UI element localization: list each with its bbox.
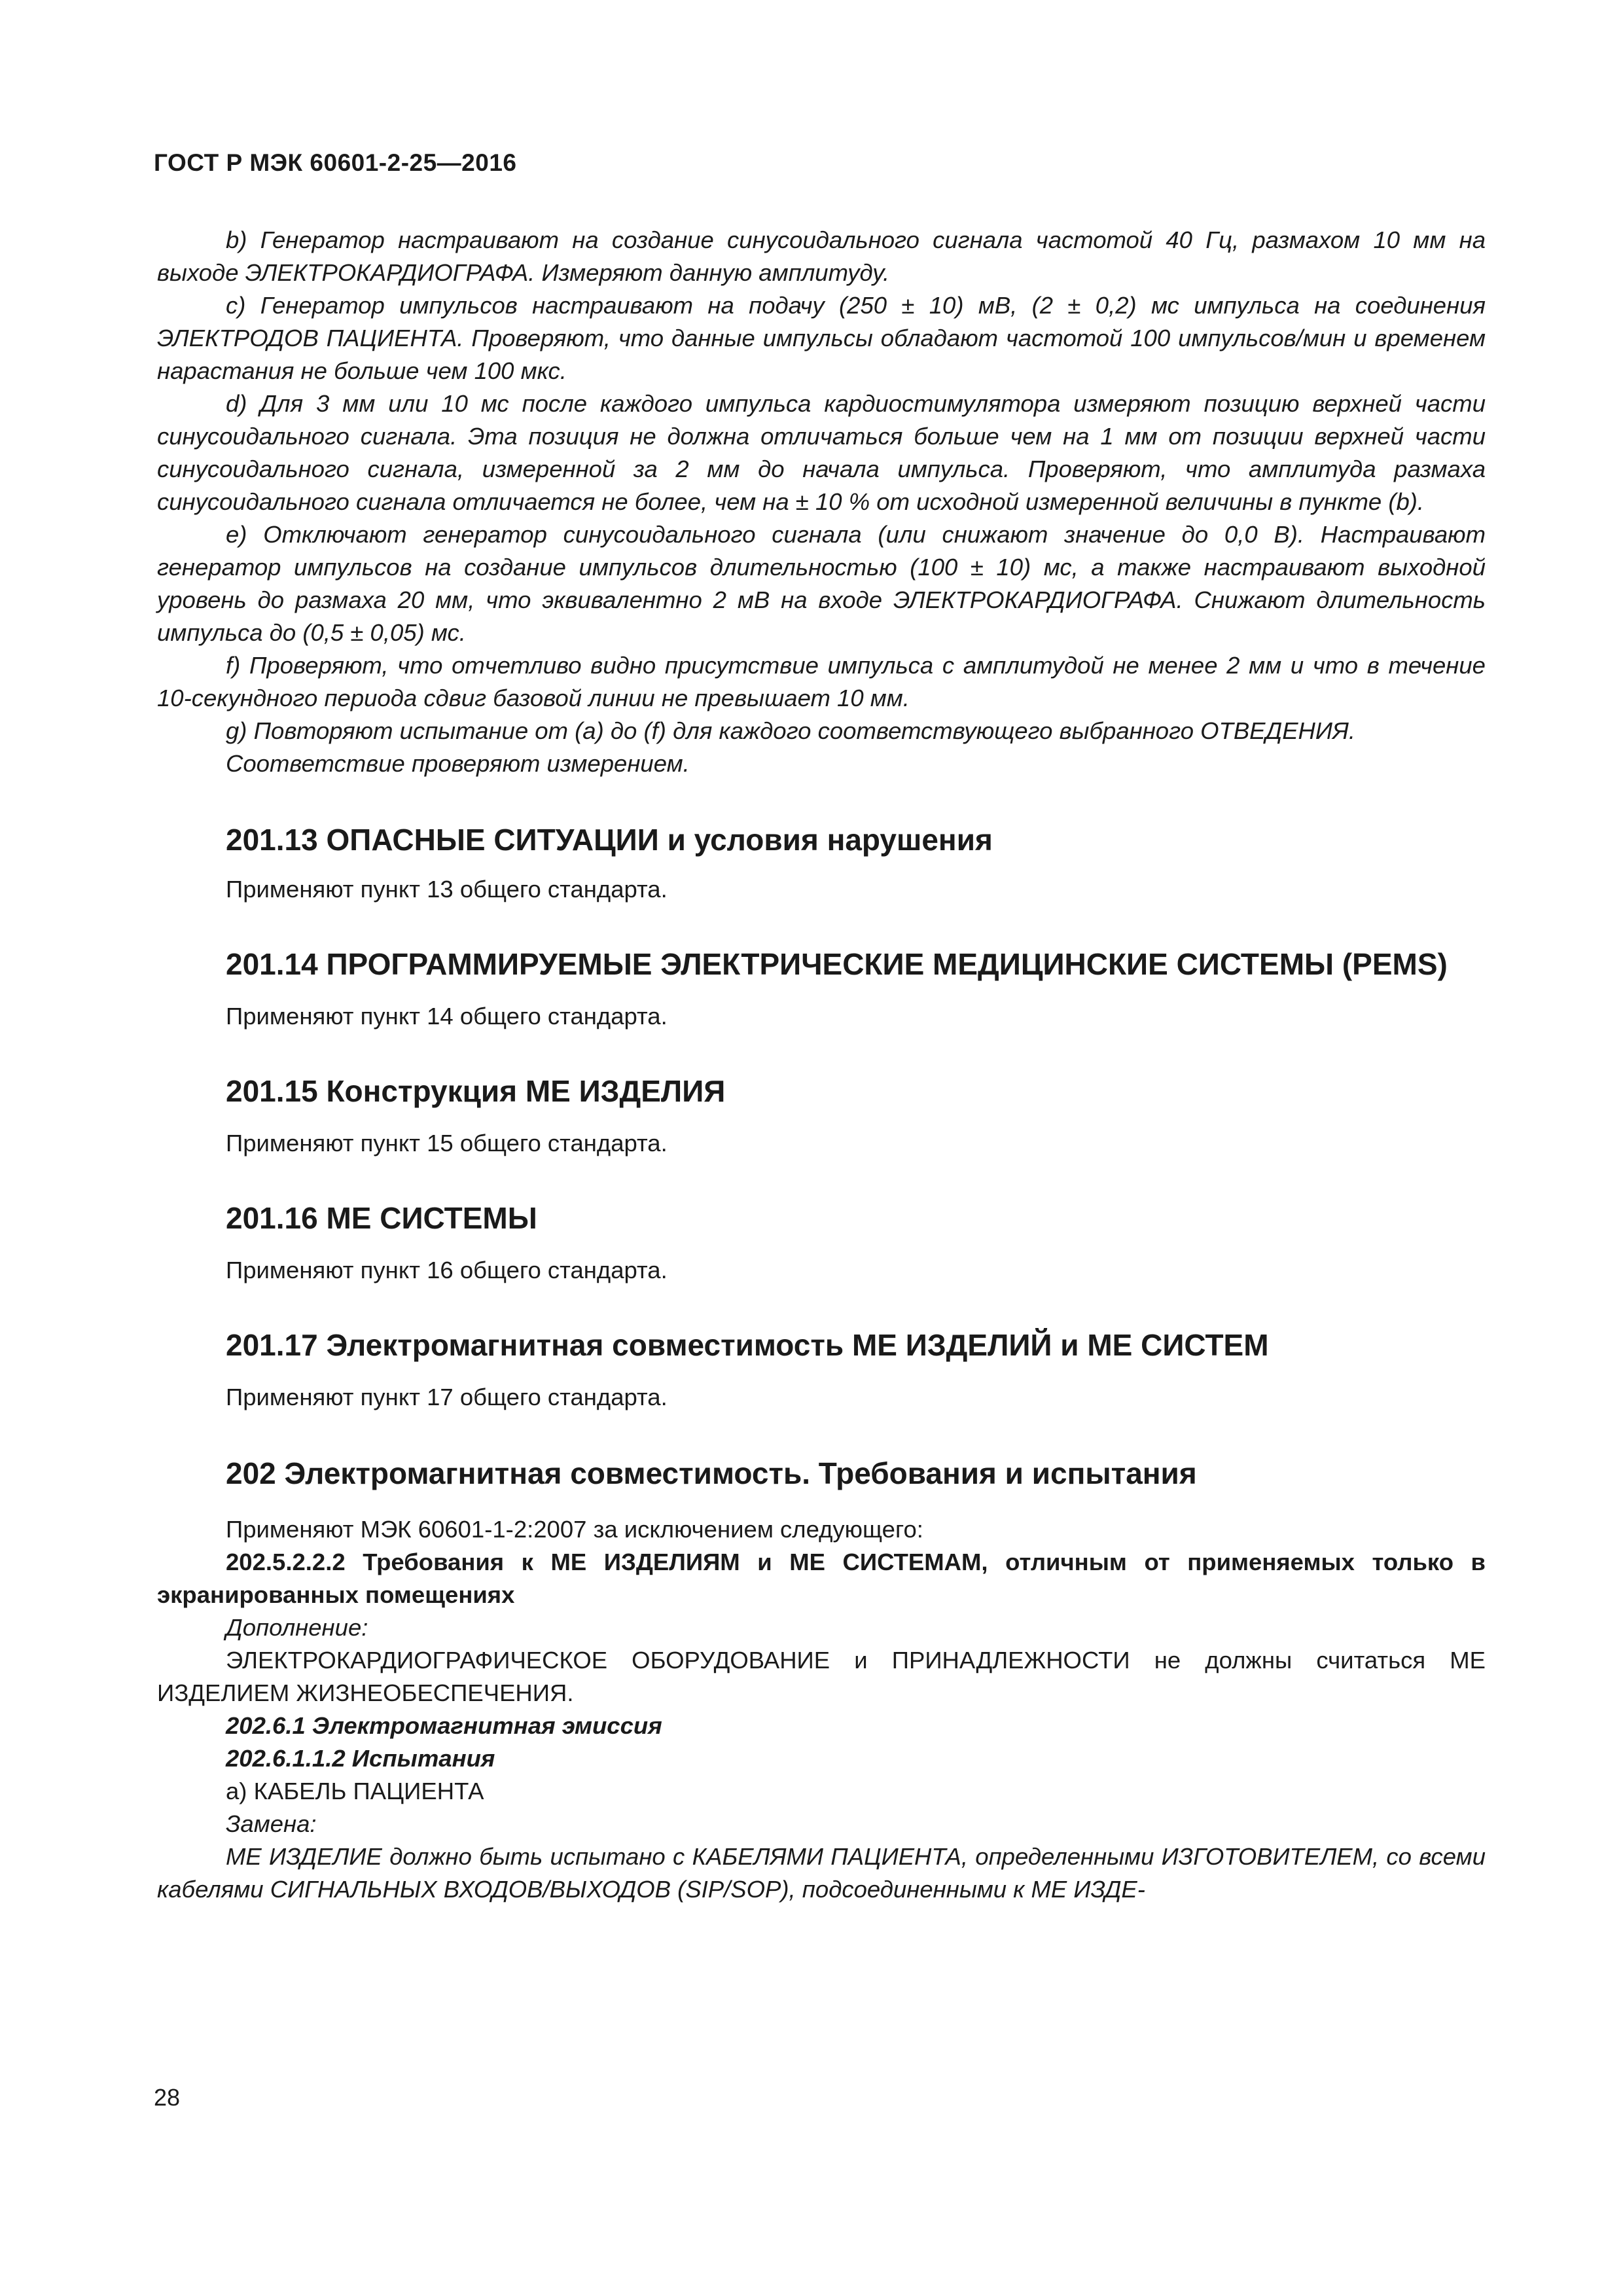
replacement-label: Замена: (226, 1810, 317, 1837)
test-step-d: d) Для 3 мм или 10 мс после каждого импульса кардиостимулятора измеряют позицию верхней части синусоидального сигнала. Эта позиция не должна отличаться больше чем на 1 мм от позиции верхней части синусоидального сигнала, измеренной за 2 мм до начала импульса. Проверяют, что амплитуда размаха синусоидального сигнала отличается не более, чем на ± 10 % от исходной измеренной величины в пункте (b). (157, 390, 1486, 515)
section-intro-202: Применяют МЭК 60601-1-2:2007 за исключением следующего: (226, 1516, 923, 1543)
addition-text: ЭЛЕКТРОКАРДИОГРАФИЧЕСКОЕ ОБОРУДОВАНИЕ и ПРИНАДЛЕЖНОСТИ не должны считаться МЕ ИЗДЕЛИЕМ ЖИЗНЕОБЕСПЕЧЕНИЯ. (157, 1647, 1486, 1706)
section-title-201-16: 201.16 МЕ СИСТЕМЫ (226, 1201, 537, 1235)
section-body-201-13: Применяют пункт 13 общего стандарта. (226, 876, 668, 903)
test-step-e: е) Отключают генератор синусоидального сигнала (или снижают значение до 0,0 В). Настраивают генератор импульсов на создание импульсов длительностью (100 ± 10) мс, а также настраивают выходной уровень до размаха 20 мм, что эквивалентно 2 мВ на входе ЭЛЕКТРОКАРДИОГРАФА. Снижают длительность импульса до (0,5 ± 0,05) мс. (157, 521, 1486, 646)
subsection-title-202-5-2-2-2: 202.5.2.2.2 Требования к МЕ ИЗДЕЛИЯМ и МЕ СИСТЕМАМ, отличным от применяемых только в экранированных помещениях (157, 1549, 1486, 1608)
item-a: а) КАБЕЛЬ ПАЦИЕНТА (226, 1778, 484, 1804)
section-body-201-14: Применяют пункт 14 общего стандарта. (226, 1003, 668, 1030)
page-content (157, 224, 1486, 1906)
section-body-201-15: Применяют пункт 15 общего стандарта. (226, 1130, 668, 1157)
subsection-title-202-6-1: 202.6.1 Электромагнитная эмиссия (226, 1712, 662, 1739)
test-step-f: f) Проверяют, что отчетливо видно присутствие импульса с амплитудой не менее 2 мм и что в течение 10-секундного периода сдвиг базовой линии не превышает 10 мм. (157, 652, 1486, 711)
test-step-c: с) Генератор импульсов настраивают на подачу (250 ± 10) мВ, (2 ± 0,2) мс импульса на соединения ЭЛЕКТРОДОВ ПАЦИЕНТА. Проверяют, что данные импульсы обладают частотой 100 импульсов/мин и временем нарастания не больше чем 100 мкс. (157, 292, 1486, 384)
replacement-text: МЕ ИЗДЕЛИЕ должно быть испытано с КАБЕЛЯМИ ПАЦИЕНТА, определенными ИЗГОТОВИТЕЛЕМ, со всеми кабелями СИГНАЛЬНЫХ ВХОДОВ/ВЫХОДОВ (SIP/SOP), подсоединенными к МЕ ИЗДЕ- (157, 1843, 1486, 1903)
addition-label: Дополнение: (226, 1614, 368, 1641)
compliance-note: Соответствие проверяют измерением. (226, 750, 690, 777)
section-body-201-16: Применяют пункт 16 общего стандарта. (226, 1257, 668, 1283)
section-title-201-13: 201.13 ОПАСНЫЕ СИТУАЦИИ и условия нарушения (226, 823, 993, 857)
section-body-201-17: Применяют пункт 17 общего стандарта. (226, 1384, 668, 1410)
section-title-202: 202 Электромагнитная совместимость. Требования и испытания (226, 1456, 1197, 1490)
document-header: ГОСТ Р МЭК 60601-2-25—2016 (154, 149, 517, 176)
test-step-b: b) Генератор настраивают на создание синусоидального сигнала частотой 40 Гц, размахом 10 мм на выходе ЭЛЕКТРОКАРДИОГРАФА. Измеряют данную амплитуду. (157, 226, 1486, 286)
section-title-201-14: 201.14 ПРОГРАММИРУЕМЫЕ ЭЛЕКТРИЧЕСКИЕ МЕДИЦИНСКИЕ СИСТЕМЫ (PEMS) (226, 947, 1448, 981)
section-title-201-17: 201.17 Электромагнитная совместимость МЕ ИЗДЕЛИЙ и МЕ СИСТЕМ (226, 1328, 1269, 1362)
test-step-g: g) Повторяют испытание от (а) до (f) для каждого соответствующего выбранного ОТВЕДЕНИЯ. (226, 717, 1356, 744)
page-number: 28 (154, 2084, 181, 2111)
section-title-201-15: 201.15 Конструкция МЕ ИЗДЕЛИЯ (226, 1074, 726, 1108)
subsection-title-202-6-1-1-2: 202.6.1.1.2 Испытания (226, 1745, 495, 1772)
